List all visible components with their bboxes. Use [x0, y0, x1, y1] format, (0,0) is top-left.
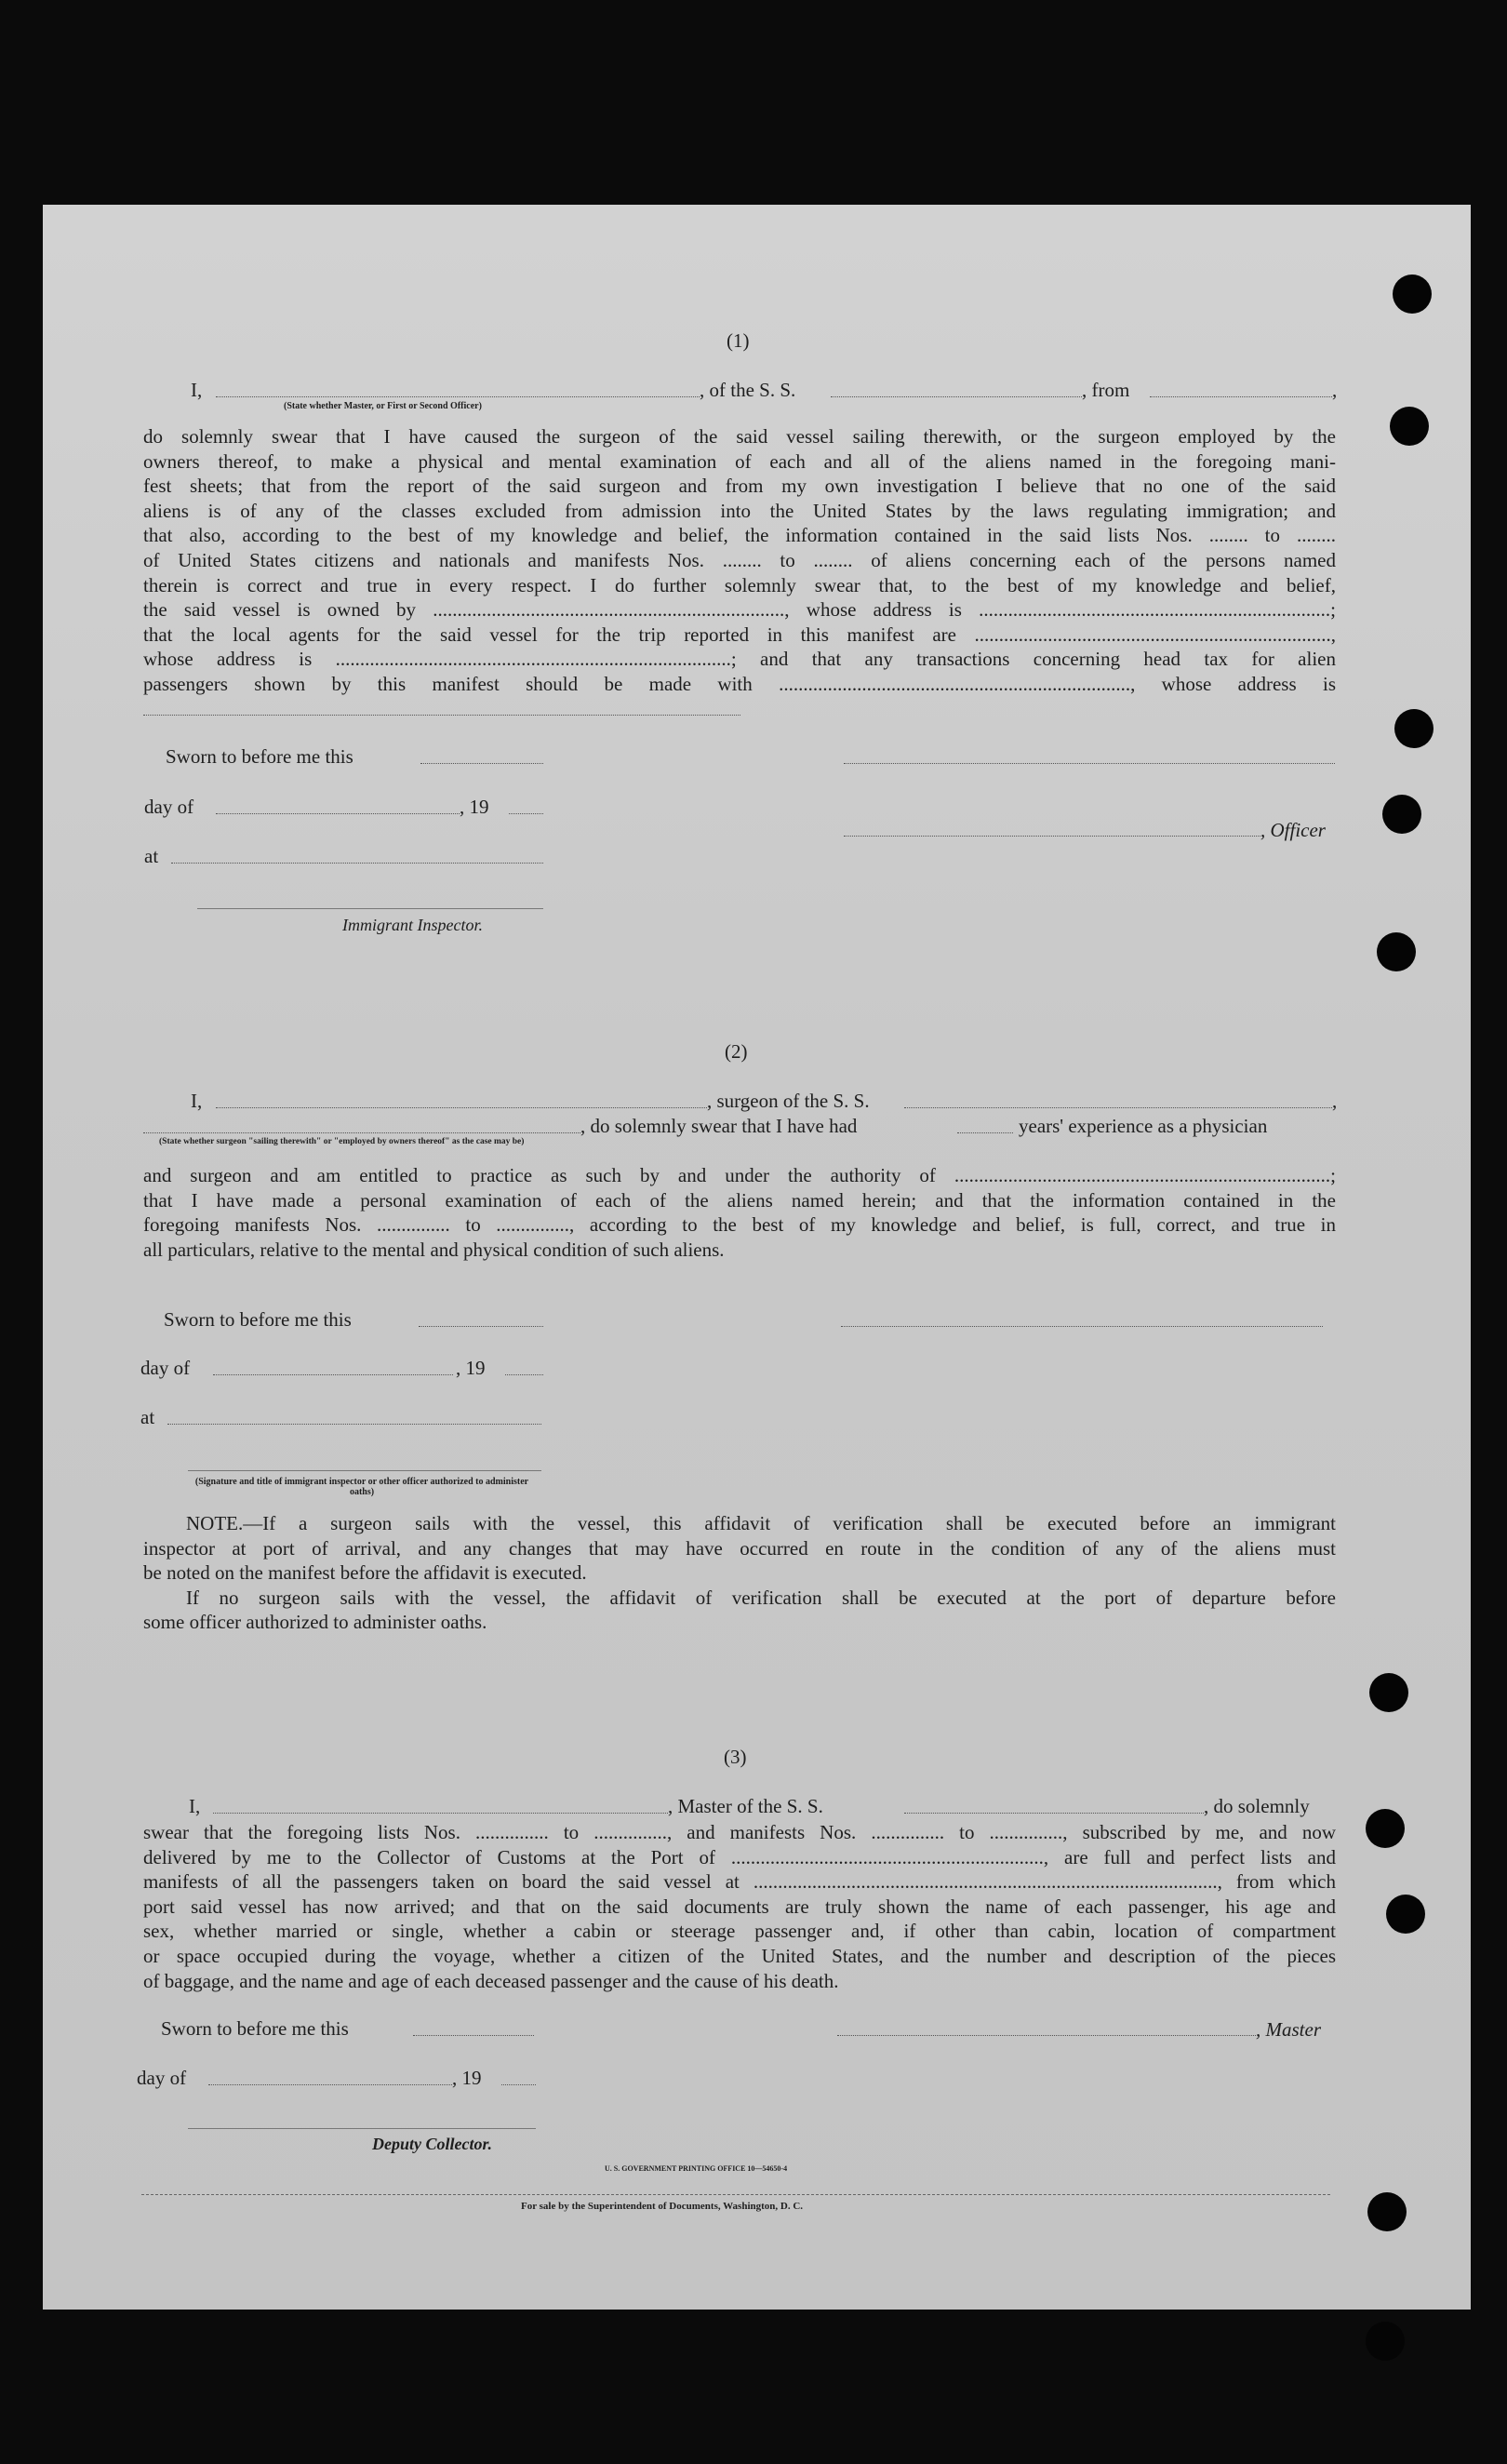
- address-continuation-line: [143, 715, 740, 716]
- officer-label: , Officer: [1260, 819, 1326, 841]
- declaration-line: do solemnly swear that I have caused the surgeon of the said vessel sailing therewith, or the surgeon employed by the: [143, 425, 1336, 448]
- declaration-line: that the local agents for the said vessel for the trip reported in this manifest are .........................................................................,: [143, 623, 1336, 646]
- footer-rule: [141, 2194, 1330, 2195]
- officer-name-line: [216, 396, 700, 397]
- inspector-label: Immigrant Inspector.: [342, 916, 483, 934]
- section-2-i: I,: [191, 1090, 203, 1112]
- sworn-date-line: [413, 2035, 534, 2036]
- sworn-date-line: [420, 763, 543, 764]
- note-line: If no surgeon sails with the vessel, the affidavit of verification shall be executed at the port of departure before: [186, 1586, 1336, 1609]
- signature-line: [841, 1326, 1323, 1327]
- master-declaration-line: swear that the foregoing lists Nos. ............... to ..............., and manifests Nos. ............... to ..............., subscribed by me, and now: [143, 1821, 1336, 1843]
- declaration-line: owners thereof, to make a physical and mental examination of each and all of the aliens named in the foregoing mani-: [143, 449, 1336, 473]
- collector-label: Deputy Collector.: [372, 2135, 492, 2153]
- day-of-label: day of: [140, 1357, 191, 1379]
- years-experience-label: years' experience as a physician: [1019, 1115, 1268, 1137]
- year-label: , 19: [456, 1357, 486, 1379]
- note-line: some officer authorized to administer oaths.: [143, 1611, 487, 1634]
- surgeon-declaration-line: all particulars, relative to the mental and physical condition of such aliens.: [143, 1238, 725, 1261]
- for-sale-imprint: For sale by the Superintendent of Documents, Washington, D. C.: [521, 2201, 804, 2212]
- collector-signature-line: [188, 2128, 536, 2129]
- binder-hole: [1377, 932, 1416, 971]
- master-declaration-line: sex, whether married or single, whether a cabin or steerage passenger and, if other than cabin, location of compartment: [143, 1920, 1336, 1943]
- year-line: [505, 1374, 543, 1375]
- of-the-ss-label: , of the S. S.: [700, 379, 796, 401]
- binder-hole: [1367, 2192, 1407, 2231]
- year-label: , 19: [460, 796, 489, 818]
- sworn-label: Sworn to before me this: [166, 745, 353, 768]
- vessel-name-line: [831, 396, 1082, 397]
- declaration-line: passengers shown by this manifest should be made with ........................................................................, whose address is: [143, 673, 1336, 695]
- year-label: , 19: [452, 2067, 482, 2089]
- surgeon-capacity-line: [143, 1132, 580, 1133]
- declaration-line: therein is correct and true in every respect. I do further solemnly swear that, to the best of my knowledge and belief,: [143, 573, 1336, 596]
- master-declaration-line: manifests of all the passengers taken on board the said vessel at ..............................................................................................., from which: [143, 1870, 1336, 1894]
- day-line: [213, 1374, 453, 1375]
- declaration-line: fest sheets; that from the report of the said surgeon and from my own investigation I believe that no one of the said: [143, 475, 1336, 498]
- binder-hole: [1382, 795, 1421, 834]
- from-port-line: [1150, 396, 1332, 397]
- years-line: [957, 1132, 1013, 1133]
- binder-hole: [1390, 407, 1429, 446]
- sworn-label: Sworn to before me this: [164, 1308, 352, 1331]
- officer-signature-line: [188, 1470, 541, 1471]
- binder-hole: [1366, 1809, 1405, 1848]
- declaration-line: of United States citizens and nationals and manifests Nos. ........ to ........ of aliens concerning each of the persons named: [143, 549, 1336, 571]
- sworn-label: Sworn to before me this: [161, 2017, 349, 2040]
- at-label: at: [140, 1406, 155, 1428]
- at-label: at: [144, 845, 159, 867]
- inspector-signature-line: [197, 908, 543, 909]
- master-declaration-line: of baggage, and the name and age of each deceased passenger and the cause of his death.: [143, 1969, 839, 1992]
- section-1-i: I,: [191, 379, 203, 401]
- surgeon-declaration-line: that I have made a personal examination of each of the aliens named herein; and that the information contained in the: [143, 1188, 1336, 1212]
- printing-office-imprint: U. S. GOVERNMENT PRINTING OFFICE 10—54650-4: [605, 2164, 788, 2173]
- binder-hole: [1386, 1895, 1425, 1934]
- declaration-line: the said vessel is owned by ........................................................................, whose address is ........................................................................;: [143, 598, 1336, 622]
- master-declaration-line: port said vessel has now arrived; and that on the said documents are truly shown the name of each passenger, his age and: [143, 1895, 1336, 1918]
- binder-hole: [1393, 275, 1432, 314]
- surgeon-of-label: , surgeon of the S. S.: [707, 1090, 870, 1112]
- surgeon-name-line: [216, 1107, 707, 1108]
- master-signature-line: [837, 2035, 1256, 2036]
- master-declaration-line: delivered by me to the Collector of Customs at the Port of ................................................................, are full and perfect lists and: [143, 1845, 1336, 1868]
- note-line: inspector at port of arrival, and any changes that may have occurred en route in the condition of any of the aliens must: [143, 1536, 1336, 1560]
- signature-line: [844, 763, 1335, 764]
- master-declaration-line: or space occupied during the voyage, whether a citizen of the United States, and the number and description of the pieces: [143, 1945, 1336, 1967]
- officer-line: [844, 836, 1260, 837]
- section-1-number: (1): [727, 329, 750, 352]
- master-name-line: [213, 1813, 668, 1814]
- at-line: [167, 1424, 541, 1425]
- from-label: , from: [1082, 379, 1130, 401]
- surgeon-declaration-line: foregoing manifests Nos. ............... to ..............., according to the best of my knowledge and belief, is full, correct, and true in: [143, 1213, 1336, 1237]
- section-3-number: (3): [724, 1746, 747, 1768]
- year-line: [509, 813, 543, 814]
- swear-label: , do solemnly swear that I have had: [580, 1115, 858, 1137]
- surgeon-declaration-line: and surgeon and am entitled to practice as such by and under the authority of .............................................................................;: [143, 1164, 1336, 1186]
- rank-caption: (State whether Master, or First or Second Officer): [284, 401, 482, 411]
- capacity-caption: (State whether surgeon "sailing therewith" or "employed by owners thereof" as the case may be): [159, 1137, 525, 1146]
- sworn-date-line: [419, 1326, 543, 1327]
- day-of-label: day of: [137, 2067, 187, 2089]
- master-of-label: , Master of the S. S.: [668, 1795, 823, 1817]
- section-2-number: (2): [725, 1040, 748, 1063]
- officer-caption: (Signature and title of immigrant inspector or other officer authorized to administer oaths): [194, 1477, 529, 1497]
- declaration-line: whose address is .................................................................................; and that any transactions concerning head tax for alien: [143, 648, 1336, 671]
- day-line: [216, 813, 460, 814]
- day-of-label: day of: [144, 796, 194, 818]
- note-line: NOTE.—If a surgeon sails with the vessel, this affidavit of verification shall be executed before an immigrant: [186, 1512, 1336, 1534]
- master-vessel-line: [904, 1813, 1204, 1814]
- binder-hole: [1366, 2322, 1405, 2361]
- declaration-line: that also, according to the best of my knowledge and belief, the information contained in the said lists Nos. ........ to ........: [143, 524, 1336, 547]
- line-end-comma: ,: [1332, 1090, 1338, 1112]
- line-end-comma: ,: [1332, 379, 1338, 401]
- note-line: be noted on the manifest before the affidavit is executed.: [143, 1561, 587, 1585]
- declaration-line: aliens is of any of the classes excluded from admission into the United States by the laws regulating immigration; and: [143, 499, 1336, 522]
- binder-hole: [1369, 1673, 1408, 1712]
- master-label: , Master: [1256, 2018, 1321, 2041]
- binder-hole: [1394, 709, 1434, 748]
- section-3-i: I,: [189, 1795, 201, 1817]
- solemnly-label: , do solemnly: [1204, 1795, 1310, 1817]
- year-line: [501, 2084, 536, 2085]
- day-line: [208, 2084, 452, 2085]
- at-line: [171, 863, 543, 864]
- surgeon-vessel-line: [904, 1107, 1332, 1108]
